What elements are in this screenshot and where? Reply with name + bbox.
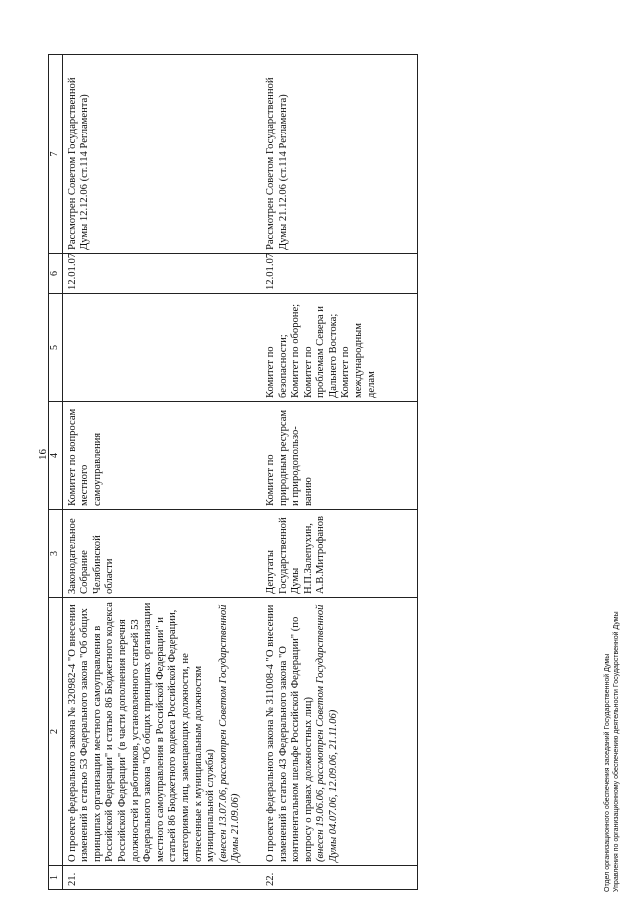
- column-header: 2: [49, 598, 63, 866]
- date-cell: 12.01.07: [62, 254, 257, 294]
- initiator-cell: Законодательное Собрание Челябинской области: [62, 510, 257, 598]
- column-header: 7: [49, 55, 63, 254]
- bill-note: (внесен 19.06.06, рассмотрен Советом Государственной Думы 04.07.06, 12.09.06, 21.11.06): [315, 604, 339, 862]
- column-header: 5: [49, 294, 63, 402]
- table-header-row: [49, 55, 63, 890]
- co-committees-cell: Комитет по безопасности; Комитет по обороне; Комитет по проблемам Севера и Дальнего Востока; Комитет по международным делам: [257, 294, 418, 402]
- column-header: 3: [49, 510, 63, 598]
- bill-note: (внесен 13.07.06, рассмотрен Советом Государственной Думы 21.09.06): [217, 604, 242, 862]
- bill-title: О проекте федерального закона № 311008-4 "О внесении изменений в статью 43 Федерального закона "О континентальном шельфе Российской Федерации" (по вопросу о правах должностных лиц): [264, 604, 314, 862]
- table-row: [62, 55, 257, 890]
- status-cell: Рассмотрен Советом Государственной Думы 12.12.06 (ст.114 Регламента): [62, 55, 257, 254]
- column-header: 1: [49, 866, 63, 890]
- table-row: [257, 55, 418, 890]
- row-number: 21.: [62, 866, 257, 890]
- column-header: 4: [49, 402, 63, 510]
- bill-description: [257, 598, 418, 866]
- bill-title: О проекте федерального закона № 320982-4 "О внесении изменений в статью 53 Федерального закона "Об общих принципах организации местного самоуправления в Российской Федерации" и статью 86 Бюджетного кодекса Российской Федерации" (в части дополнения перечня должностей и работников, установленного статьей 53 Федерального закона "Об общих принципах организации местного самоуправления в Российской Федерации" и статьей 86 Бюджетного кодекса Российской Федерации, категориями лиц, замещающих должности, не отнесенные к муниципальным должностям муниципальной службы): [66, 602, 217, 862]
- footer-directorate: Управления по организационному обеспечению деятельности Государственной Думы: [613, 611, 620, 892]
- initiator-cell: Депутаты Государственной Думы Н.П.Залепухин, А.В.Митрофанов: [257, 510, 418, 598]
- page-number: 16: [37, 449, 49, 460]
- bills-table: [48, 54, 418, 890]
- responsible-committee-cell: Комитет по вопросам местного самоуправления: [62, 402, 257, 510]
- date-cell: 12.01.07: [257, 254, 418, 294]
- status-cell: Рассмотрен Советом Государственной Думы 21.12.06 (ст.114 Регламента): [257, 55, 418, 254]
- row-number: 22.: [257, 866, 418, 890]
- footer-department: Отдел организационного обеспечения заседаний Государственной Думы: [604, 653, 611, 892]
- bill-description: [62, 598, 257, 866]
- responsible-committee-cell: Комитет по природным ресурсам и природопользо-ванию: [257, 402, 418, 510]
- co-committees-cell: [62, 294, 257, 402]
- column-header: 6: [49, 254, 63, 294]
